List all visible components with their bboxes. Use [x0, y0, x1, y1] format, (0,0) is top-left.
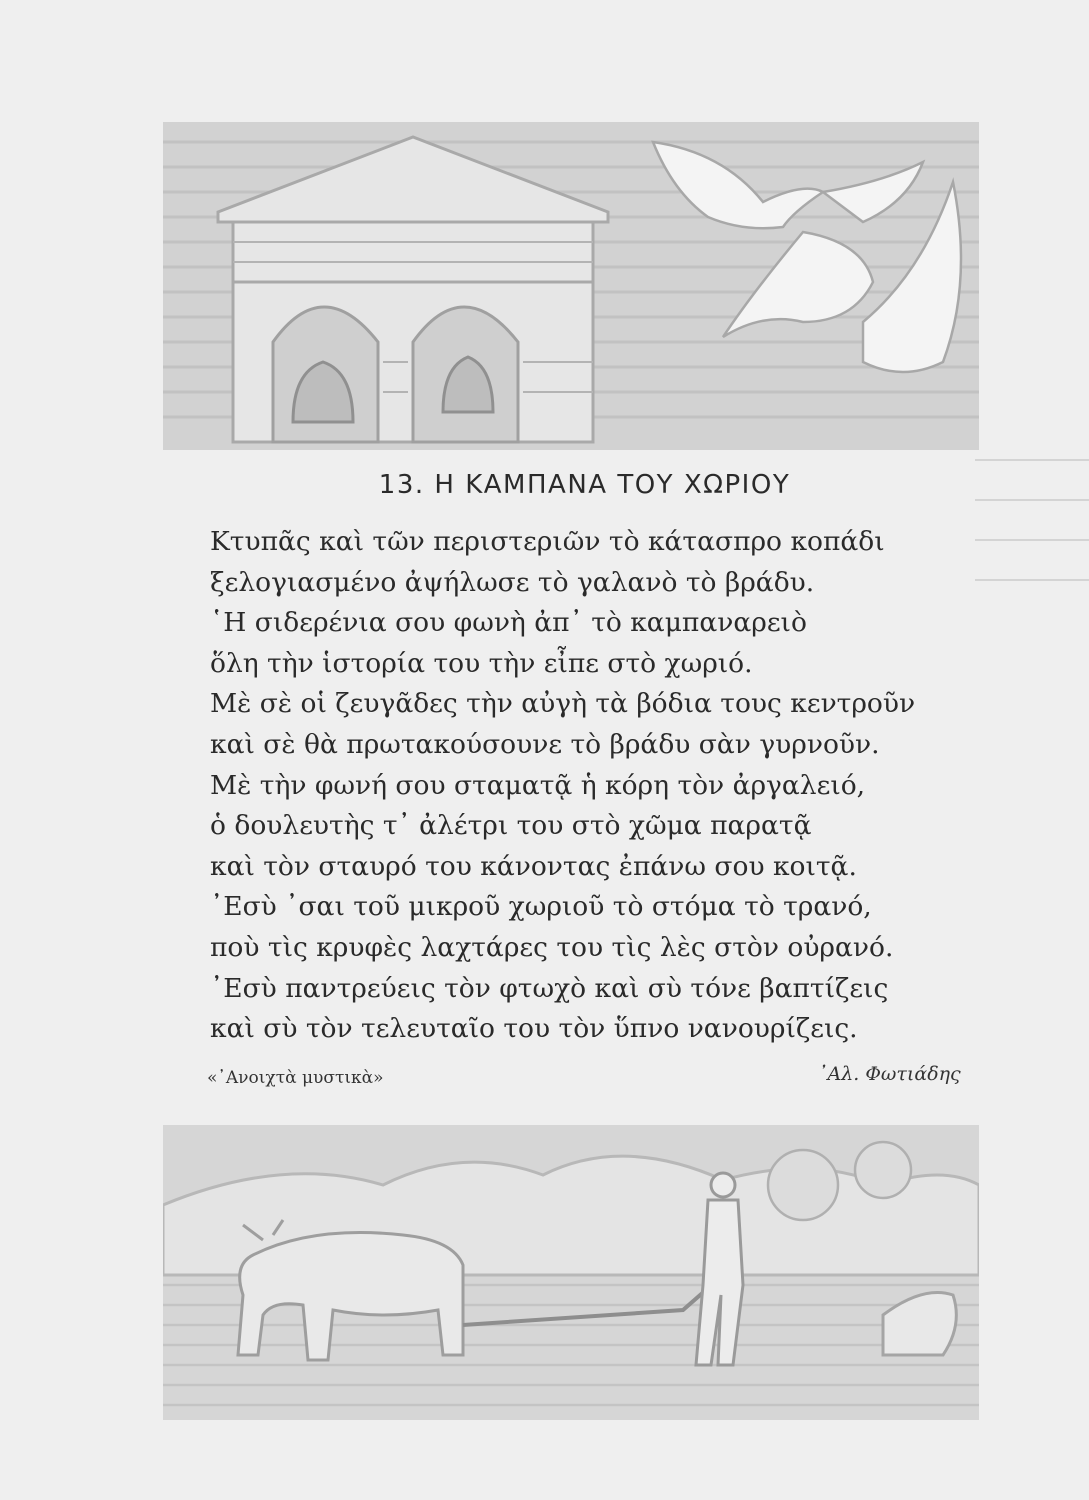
poem-line: ῾Η σιδερένια σου φωνὴ ἀπ᾿ τὸ καμπαναρειὸ: [210, 607, 807, 639]
poem-line: καὶ σὺ τὸν τελευταῖο του τὸν ὕπνο νανουρίζεις.: [210, 1013, 858, 1045]
bell-tower-doves-illustration: [163, 122, 979, 450]
poem-body: [210, 522, 970, 1050]
poem-author: ᾿Αλ. Φωτιάδης: [818, 1063, 961, 1085]
poem-line: ᾿Εσὺ παντρεύεις τὸν φτωχὸ καὶ σὺ τόνε βαπτίζεις: [210, 972, 889, 1004]
poem-source: «᾿Ανοιχτὰ μυστικὰ»: [207, 1068, 384, 1088]
poem-title: 13. Η ΚΑΜΠΑΝΑ ΤΟΥ ΧΩΡΙΟΥ: [378, 470, 791, 500]
farmer-ploughing-illustration: [163, 1125, 979, 1420]
page-bleed-through: [975, 440, 1089, 640]
poem-line: ὁ δουλευτὴς τ᾿ ἀλέτρι του στὸ χῶμα παρατᾷ: [210, 810, 812, 842]
poem-line: ποὺ τὶς κρυφὲς λαχτάρες του τὶς λὲς στὸν οὐρανό.: [210, 931, 894, 963]
poem-line: Μὲ σὲ οἱ ζευγᾶδες τὴν αὐγὴ τὰ βόδια τους κεντροῦν: [210, 688, 916, 720]
poem-line: ᾿Εσὺ ᾿σαι τοῦ μικροῦ χωριοῦ τὸ στόμα τὸ τρανό,: [210, 891, 872, 923]
poem-line: ὅλη τὴν ἱστορία του τὴν εἶπε στὸ χωριό.: [210, 647, 753, 679]
poem-line: Κτυπᾶς καὶ τῶν περιστεριῶν τὸ κάτασπρο κοπάδι: [210, 526, 885, 557]
poem-line: καὶ σὲ θὰ πρωτακούσουνε τὸ βράδυ σὰν γυρνοῦν.: [210, 728, 880, 760]
poem-line: καὶ τὸν σταυρό του κάνοντας ἐπάνω σου κοιτᾷ.: [210, 850, 857, 882]
poem-line: ξελογιασμένο ἀψήλωσε τὸ γαλανὸ τὸ βράδυ.: [210, 566, 815, 598]
poem-line: Μὲ τὴν φωνή σου σταματᾷ ἡ κόρη τὸν ἀργαλειό,: [210, 769, 866, 801]
